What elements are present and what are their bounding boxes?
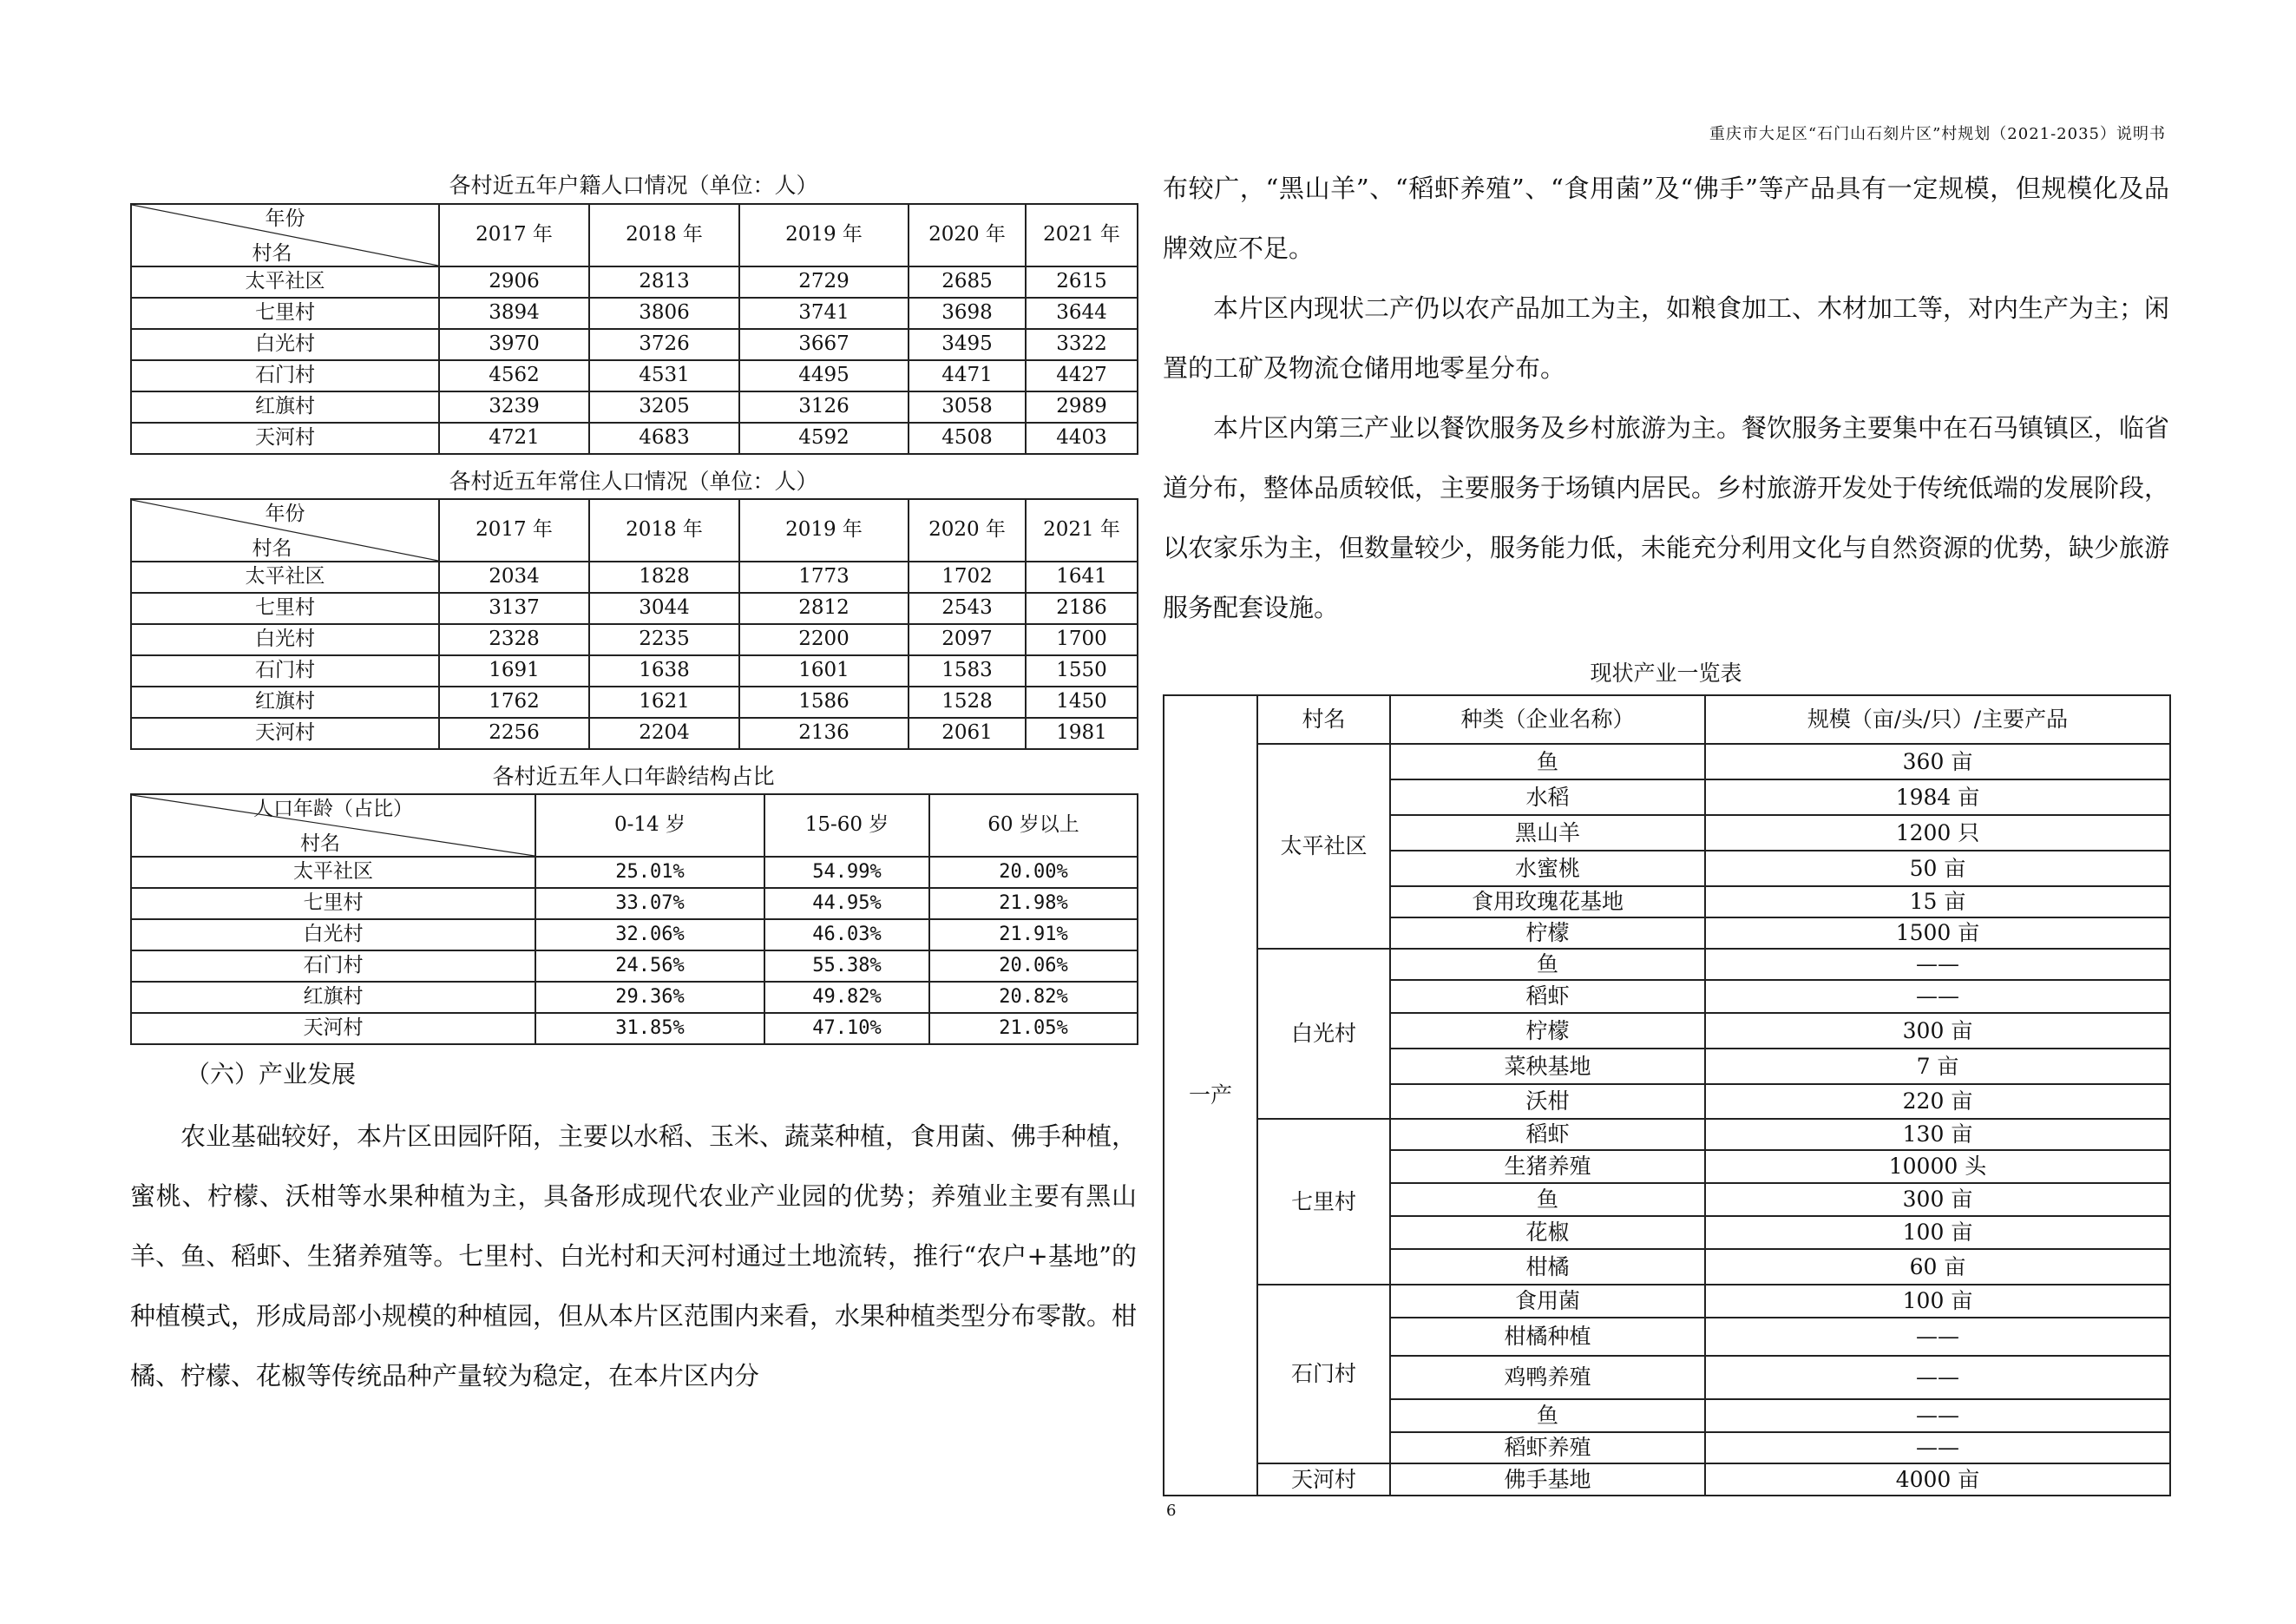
scale-cell: 300 亩 [1705, 1183, 2170, 1216]
percent-cell: 46.03% [764, 919, 929, 950]
percent-cell: 21.91% [929, 919, 1138, 950]
page-number: 6 [1166, 1502, 1177, 1520]
scale-cell: 1500 亩 [1705, 917, 2170, 949]
kind-cell: 水蜜桃 [1390, 851, 1705, 886]
table-row [131, 329, 1138, 360]
table1-caption: 各村近五年户籍人口情况（单位：人） [449, 173, 818, 198]
year-header: 2017 年 [439, 499, 589, 562]
village-name: 天河村 [131, 423, 439, 454]
village-name: 天河村 [131, 1013, 535, 1044]
value-cell: 2729 [739, 266, 909, 298]
village-name: 天河村 [131, 718, 439, 749]
value-cell: 2200 [739, 624, 909, 655]
year-header: 2020 年 [909, 499, 1026, 562]
right-body-text [1163, 159, 2169, 638]
industry-table [1163, 694, 2171, 1496]
value-cell: 3894 [439, 298, 589, 329]
industry-table-caption: 现状产业一览表 [1590, 661, 1742, 686]
kind-cell: 柑橘 [1390, 1249, 1705, 1285]
value-cell: 3239 [439, 391, 589, 423]
kind-cell: 稻虾 [1390, 980, 1705, 1013]
village-name: 红旗村 [131, 687, 439, 718]
value-cell: 1828 [589, 562, 739, 593]
value-cell: 4495 [739, 360, 909, 391]
scale-cell: 300 亩 [1705, 1013, 2170, 1049]
table2-resident-population [130, 498, 1138, 750]
table2-corner-cell [131, 499, 439, 562]
scale-cell: —— [1705, 1432, 2170, 1463]
table3-caption: 各村近五年人口年龄结构占比 [492, 764, 775, 789]
value-cell: 1450 [1026, 687, 1138, 718]
value-cell: 2204 [589, 718, 739, 749]
village-name: 天河村 [1257, 1463, 1390, 1496]
corner-bottom-label: 村名 [252, 536, 292, 560]
value-cell: 2235 [589, 624, 739, 655]
kind-cell: 食用玫瑰花基地 [1390, 886, 1705, 917]
table-row [131, 266, 1138, 298]
scale-cell: —— [1705, 949, 2170, 980]
corner-bottom-label: 村名 [300, 832, 340, 855]
value-cell: 1601 [739, 655, 909, 687]
value-cell: 2061 [909, 718, 1026, 749]
table-row [131, 423, 1138, 454]
value-cell: 2812 [739, 593, 909, 624]
value-cell: 3741 [739, 298, 909, 329]
value-cell: 2097 [909, 624, 1026, 655]
value-cell: 4562 [439, 360, 589, 391]
value-cell: 3495 [909, 329, 1026, 360]
kind-cell: 柠檬 [1390, 917, 1705, 949]
table-row [131, 919, 1138, 950]
year-header: 2018 年 [589, 499, 739, 562]
value-cell: 2685 [909, 266, 1026, 298]
percent-cell: 21.98% [929, 888, 1138, 919]
value-cell: 2328 [439, 624, 589, 655]
village-name: 石门村 [131, 655, 439, 687]
kind-cell: 柠檬 [1390, 1013, 1705, 1049]
corner-top-label: 年份 [265, 207, 305, 230]
table-row [1164, 744, 2170, 779]
village-name: 太平社区 [131, 562, 439, 593]
village-name: 七里村 [1257, 1119, 1390, 1285]
percent-cell: 31.85% [535, 1013, 764, 1044]
percent-cell: 49.82% [764, 982, 929, 1013]
value-cell: 1981 [1026, 718, 1138, 749]
value-cell: 2186 [1026, 593, 1138, 624]
age-group-header: 0-14 岁 [535, 794, 764, 857]
year-header: 2017 年 [439, 204, 589, 266]
table-row [131, 655, 1138, 687]
value-cell: 4592 [739, 423, 909, 454]
kind-cell: 鱼 [1390, 744, 1705, 779]
scale-cell: 1984 亩 [1705, 779, 2170, 815]
scale-cell: 100 亩 [1705, 1285, 2170, 1318]
value-cell: 1641 [1026, 562, 1138, 593]
paragraph: 布较广，“黑山羊”、“稻虾养殖”、“食用菌”及“佛手”等产品具有一定规模，但规模化及品牌效应不足。 [1163, 174, 2169, 263]
scale-cell: 130 亩 [1705, 1119, 2170, 1150]
header-kind: 种类（企业名称） [1390, 695, 1705, 744]
scale-cell: 60 亩 [1705, 1249, 2170, 1285]
section-heading: （六）产业发展 [186, 1060, 357, 1088]
value-cell: 1773 [739, 562, 909, 593]
table-row [1164, 1463, 2170, 1496]
value-cell: 2136 [739, 718, 909, 749]
year-header: 2018 年 [589, 204, 739, 266]
value-cell: 3644 [1026, 298, 1138, 329]
percent-cell: 44.95% [764, 888, 929, 919]
kind-cell: 沃柑 [1390, 1084, 1705, 1119]
scale-cell: —— [1705, 980, 2170, 1013]
value-cell: 2813 [589, 266, 739, 298]
village-name: 白光村 [1257, 949, 1390, 1119]
table-row [131, 562, 1138, 593]
scale-cell: 50 亩 [1705, 851, 2170, 886]
table-row [131, 624, 1138, 655]
paragraph: 本片区内现状二产仍以农产品加工为主，如粮食加工、木材加工等，对内生产为主；闲置的工矿及物流仓储用地零星分布。 [1163, 293, 2170, 383]
kind-cell: 柑橘种植 [1390, 1318, 1705, 1356]
table-row [131, 1013, 1138, 1044]
scale-cell: 360 亩 [1705, 744, 2170, 779]
value-cell: 3137 [439, 593, 589, 624]
value-cell: 3970 [439, 329, 589, 360]
value-cell: 1702 [909, 562, 1026, 593]
percent-cell: 29.36% [535, 982, 764, 1013]
village-name: 太平社区 [1257, 744, 1390, 949]
kind-cell: 食用菌 [1390, 1285, 1705, 1318]
value-cell: 4531 [589, 360, 739, 391]
corner-top-label: 年份 [265, 503, 305, 525]
value-cell: 3667 [739, 329, 909, 360]
value-cell: 2906 [439, 266, 589, 298]
value-cell: 4403 [1026, 423, 1138, 454]
percent-cell: 33.07% [535, 888, 764, 919]
table1-registered-population [130, 203, 1138, 455]
value-cell: 1762 [439, 687, 589, 718]
sector-cell: 一产 [1164, 695, 1257, 1496]
value-cell: 1586 [739, 687, 909, 718]
year-header: 2019 年 [739, 204, 909, 266]
value-cell: 3205 [589, 391, 739, 423]
value-cell: 3126 [739, 391, 909, 423]
village-name: 七里村 [131, 298, 439, 329]
age-group-header: 60 岁以上 [929, 794, 1138, 857]
left-body-text [130, 1107, 1137, 1406]
village-name: 红旗村 [131, 391, 439, 423]
scale-cell: 220 亩 [1705, 1084, 2170, 1119]
table-row [1164, 1119, 2170, 1150]
village-name: 白光村 [131, 919, 535, 950]
value-cell: 3044 [589, 593, 739, 624]
percent-cell: 20.06% [929, 950, 1138, 982]
table1-corner-cell [131, 204, 439, 266]
value-cell: 1528 [909, 687, 1026, 718]
table-row [1164, 1285, 2170, 1318]
percent-cell: 55.38% [764, 950, 929, 982]
table-row [131, 950, 1138, 982]
scale-cell: 4000 亩 [1705, 1463, 2170, 1496]
table-row [131, 982, 1138, 1013]
percent-cell: 24.56% [535, 950, 764, 982]
scale-cell: 100 亩 [1705, 1216, 2170, 1249]
value-cell: 2615 [1026, 266, 1138, 298]
value-cell: 3058 [909, 391, 1026, 423]
scale-cell: 7 亩 [1705, 1049, 2170, 1084]
kind-cell: 佛手基地 [1390, 1463, 1705, 1496]
value-cell: 1550 [1026, 655, 1138, 687]
kind-cell: 鸡鸭养殖 [1390, 1356, 1705, 1399]
value-cell: 4471 [909, 360, 1026, 391]
table-row [1164, 949, 2170, 980]
village-name: 七里村 [131, 888, 535, 919]
village-name: 石门村 [131, 360, 439, 391]
scale-cell: 15 亩 [1705, 886, 2170, 917]
percent-cell: 25.01% [535, 857, 764, 888]
kind-cell: 鱼 [1390, 1183, 1705, 1216]
paragraph: 本片区内第三产业以餐饮服务及乡村旅游为主。餐饮服务主要集中在石马镇镇区，临省道分布，整体品质较低，主要服务于场镇内居民。乡村旅游开发处于传统低端的发展阶段，以农家乐为主，但数量较少，服务能力低，未能充分利用文化与自然资源的优势，缺少旅游服务配套设施。 [1163, 413, 2170, 622]
kind-cell: 稻虾 [1390, 1119, 1705, 1150]
value-cell: 4427 [1026, 360, 1138, 391]
village-name: 七里村 [131, 593, 439, 624]
percent-cell: 20.00% [929, 857, 1138, 888]
year-header: 2020 年 [909, 204, 1026, 266]
value-cell: 4683 [589, 423, 739, 454]
year-header: 2021 年 [1026, 204, 1138, 266]
percent-cell: 54.99% [764, 857, 929, 888]
value-cell: 2989 [1026, 391, 1138, 423]
table-row [131, 391, 1138, 423]
corner-bottom-label: 村名 [252, 241, 292, 265]
kind-cell: 菜秧基地 [1390, 1049, 1705, 1084]
header-scale: 规模（亩/头/只）/主要产品 [1705, 695, 2170, 744]
value-cell: 2034 [439, 562, 589, 593]
year-header: 2019 年 [739, 499, 909, 562]
village-name: 太平社区 [131, 857, 535, 888]
header-village: 村名 [1257, 695, 1390, 744]
table-row [131, 593, 1138, 624]
percent-cell: 21.05% [929, 1013, 1138, 1044]
village-name: 红旗村 [131, 982, 535, 1013]
village-name: 太平社区 [131, 266, 439, 298]
table-row [131, 360, 1138, 391]
table2-caption: 各村近五年常住人口情况（单位：人） [449, 469, 818, 494]
scale-cell: 1200 只 [1705, 815, 2170, 851]
value-cell: 3698 [909, 298, 1026, 329]
paragraph: 农业基础较好，本片区田园阡陌，主要以水稻、玉米、蔬菜种植，食用菌、佛手种植，蜜桃、柠檬、沃柑等水果种植为主，具备形成现代农业产业园的优势；养殖业主要有黑山羊、鱼、稻虾、生猪养殖等。七里村、白光村和天河村通过土地流转，推行“农户+基地”的种植模式，形成局部小规模的种植园，但从本片区范围内来看，水果种植类型分布零散。柑橘、柠檬、花椒等传统品种产量较为稳定，在本片区内分 [130, 1121, 1138, 1391]
scale-cell: —— [1705, 1356, 2170, 1399]
table-row [131, 888, 1138, 919]
kind-cell: 鱼 [1390, 949, 1705, 980]
table-row [131, 857, 1138, 888]
table3-corner-cell [131, 794, 535, 857]
value-cell: 1691 [439, 655, 589, 687]
percent-cell: 20.82% [929, 982, 1138, 1013]
scale-cell: —— [1705, 1399, 2170, 1432]
scale-cell: —— [1705, 1318, 2170, 1356]
village-name: 石门村 [1257, 1285, 1390, 1463]
kind-cell: 鱼 [1390, 1399, 1705, 1432]
percent-cell: 47.10% [764, 1013, 929, 1044]
kind-cell: 花椒 [1390, 1216, 1705, 1249]
village-name: 白光村 [131, 329, 439, 360]
kind-cell: 生猪养殖 [1390, 1150, 1705, 1183]
kind-cell: 水稻 [1390, 779, 1705, 815]
value-cell: 1700 [1026, 624, 1138, 655]
value-cell: 3322 [1026, 329, 1138, 360]
value-cell: 1583 [909, 655, 1026, 687]
scale-cell: 10000 头 [1705, 1150, 2170, 1183]
table-row [131, 687, 1138, 718]
year-header: 2021 年 [1026, 499, 1138, 562]
value-cell: 1638 [589, 655, 739, 687]
table-row [131, 298, 1138, 329]
kind-cell: 黑山羊 [1390, 815, 1705, 851]
village-name: 石门村 [131, 950, 535, 982]
value-cell: 1621 [589, 687, 739, 718]
value-cell: 4721 [439, 423, 589, 454]
value-cell: 2256 [439, 718, 589, 749]
corner-top-label: 人口年龄（占比） [253, 798, 413, 820]
value-cell: 3726 [589, 329, 739, 360]
document-header: 重庆市大足区“石门山石刻片区”村规划（2021-2035）说明书 [1709, 125, 2166, 143]
table-row [131, 718, 1138, 749]
village-name: 白光村 [131, 624, 439, 655]
value-cell: 2543 [909, 593, 1026, 624]
kind-cell: 稻虾养殖 [1390, 1432, 1705, 1463]
percent-cell: 32.06% [535, 919, 764, 950]
age-group-header: 15-60 岁 [764, 794, 929, 857]
table3-age-structure [130, 793, 1138, 1045]
value-cell: 4508 [909, 423, 1026, 454]
value-cell: 3806 [589, 298, 739, 329]
